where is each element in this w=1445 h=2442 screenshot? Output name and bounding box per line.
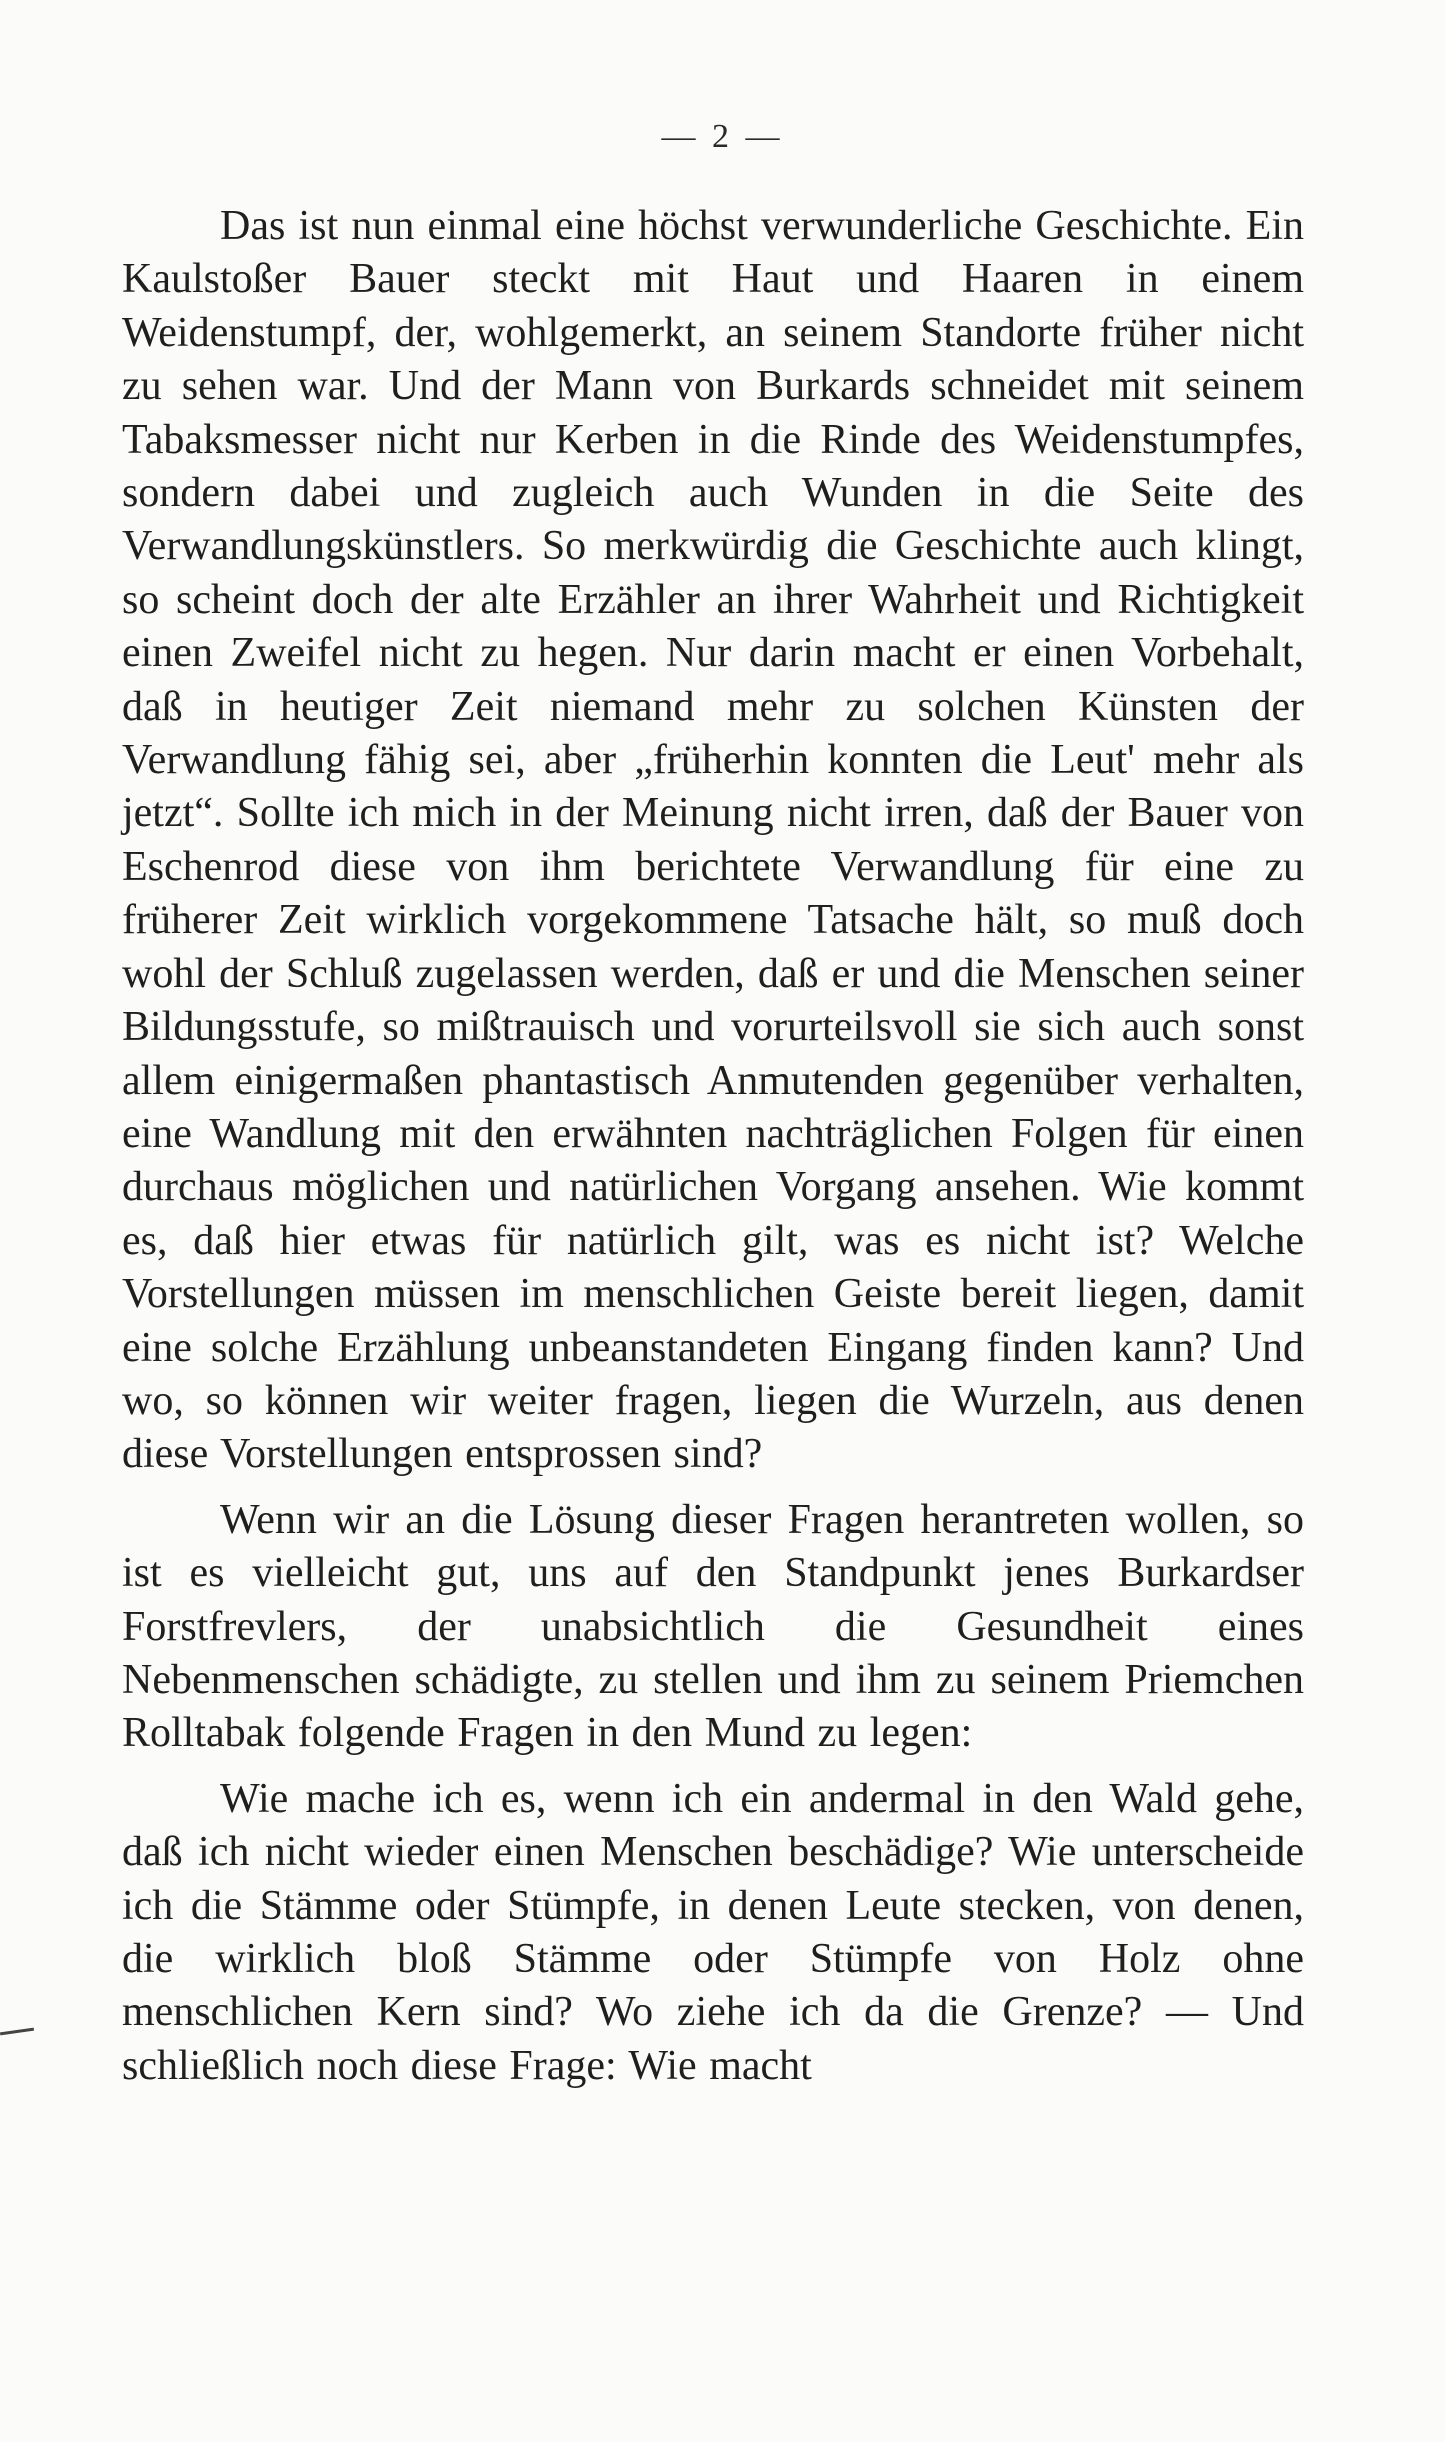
- body-text: [122, 200, 1304, 2093]
- paragraph-2: Wenn wir an die Lösung dieser Fragen herantreten wollen, so ist es vielleicht gut, uns auf den Standpunkt jenes Burkardser Forstfrevlers, der unabsichtlich die Gesundheit eines Nebenmenschen schädigte, zu stellen und ihm zu seinem Priemchen Rolltabak folgende Fragen in den Mund zu legen:: [122, 1496, 1304, 1757]
- paragraph-1: Das ist nun einmal eine höchst verwunderliche Geschichte. Ein Kaulstoßer Bauer steckt mit Haut und Haaren in einem Weidenstumpf, der, wohlgemerkt, an seinem Standorte früher nicht zu sehen war. Und der Mann von Burkards schneidet mit seinem Tabaksmesser nicht nur Kerben in die Rinde des Weidenstumpfes, sondern dabei und zugleich auch Wunden in die Seite des Verwandlungskünstlers. So merkwürdig die Geschichte auch klingt, so scheint doch der alte Erzähler an ihrer Wahrheit und Richtigkeit einen Zweifel nicht zu hegen. Nur darin macht er einen Vorbehalt, daß in heutiger Zeit niemand mehr zu solchen Künsten der Verwandlung fähig sei, aber „früherhin konnten die Leut' mehr als jetzt“. Sollte ich mich in der Meinung nicht irren, daß der Bauer von Eschenrod diese von ihm berichtete Verwandlung für eine zu früherer Zeit wirklich vorgekommene Tatsache hält, so muß doch wohl der Schluß zugelassen werden, daß er und die Menschen seiner Bildungsstufe, so mißtrauisch und vorurteilsvoll sie sich auch sonst allem einigermaßen phantastisch Anmutenden gegenüber verhalten, eine Wandlung mit den erwähnten nachträglichen Folgen für einen durchaus möglichen und natürlichen Vorgang ansehen. Wie kommt es, daß hier etwas für natürlich gilt, was es nicht ist? Welche Vorstellungen müssen im menschlichen Geiste bereit liegen, damit eine solche Erzählung unbeanstandeten Eingang finden kann? Und wo, so können wir weiter fragen, liegen die Wurzeln, aus denen diese Vorstellungen entsprossen sind?: [122, 203, 1304, 1478]
- margin-pen-mark: [0, 2028, 34, 2036]
- page-number: — 2 —: [661, 118, 784, 155]
- paragraph-3: Wie mache ich es, wenn ich ein andermal in den Wald gehe, daß ich nicht wieder einen Menschen beschädige? Wie unterscheide ich die Stämme oder Stümpfe, in denen Leute stecken, von denen, die wirklich bloß Stämme oder Stümpfe von Holz ohne menschlichen Kern sind? Wo ziehe ich da die Grenze? — Und schließlich noch diese Frage: Wie macht: [122, 1775, 1304, 2089]
